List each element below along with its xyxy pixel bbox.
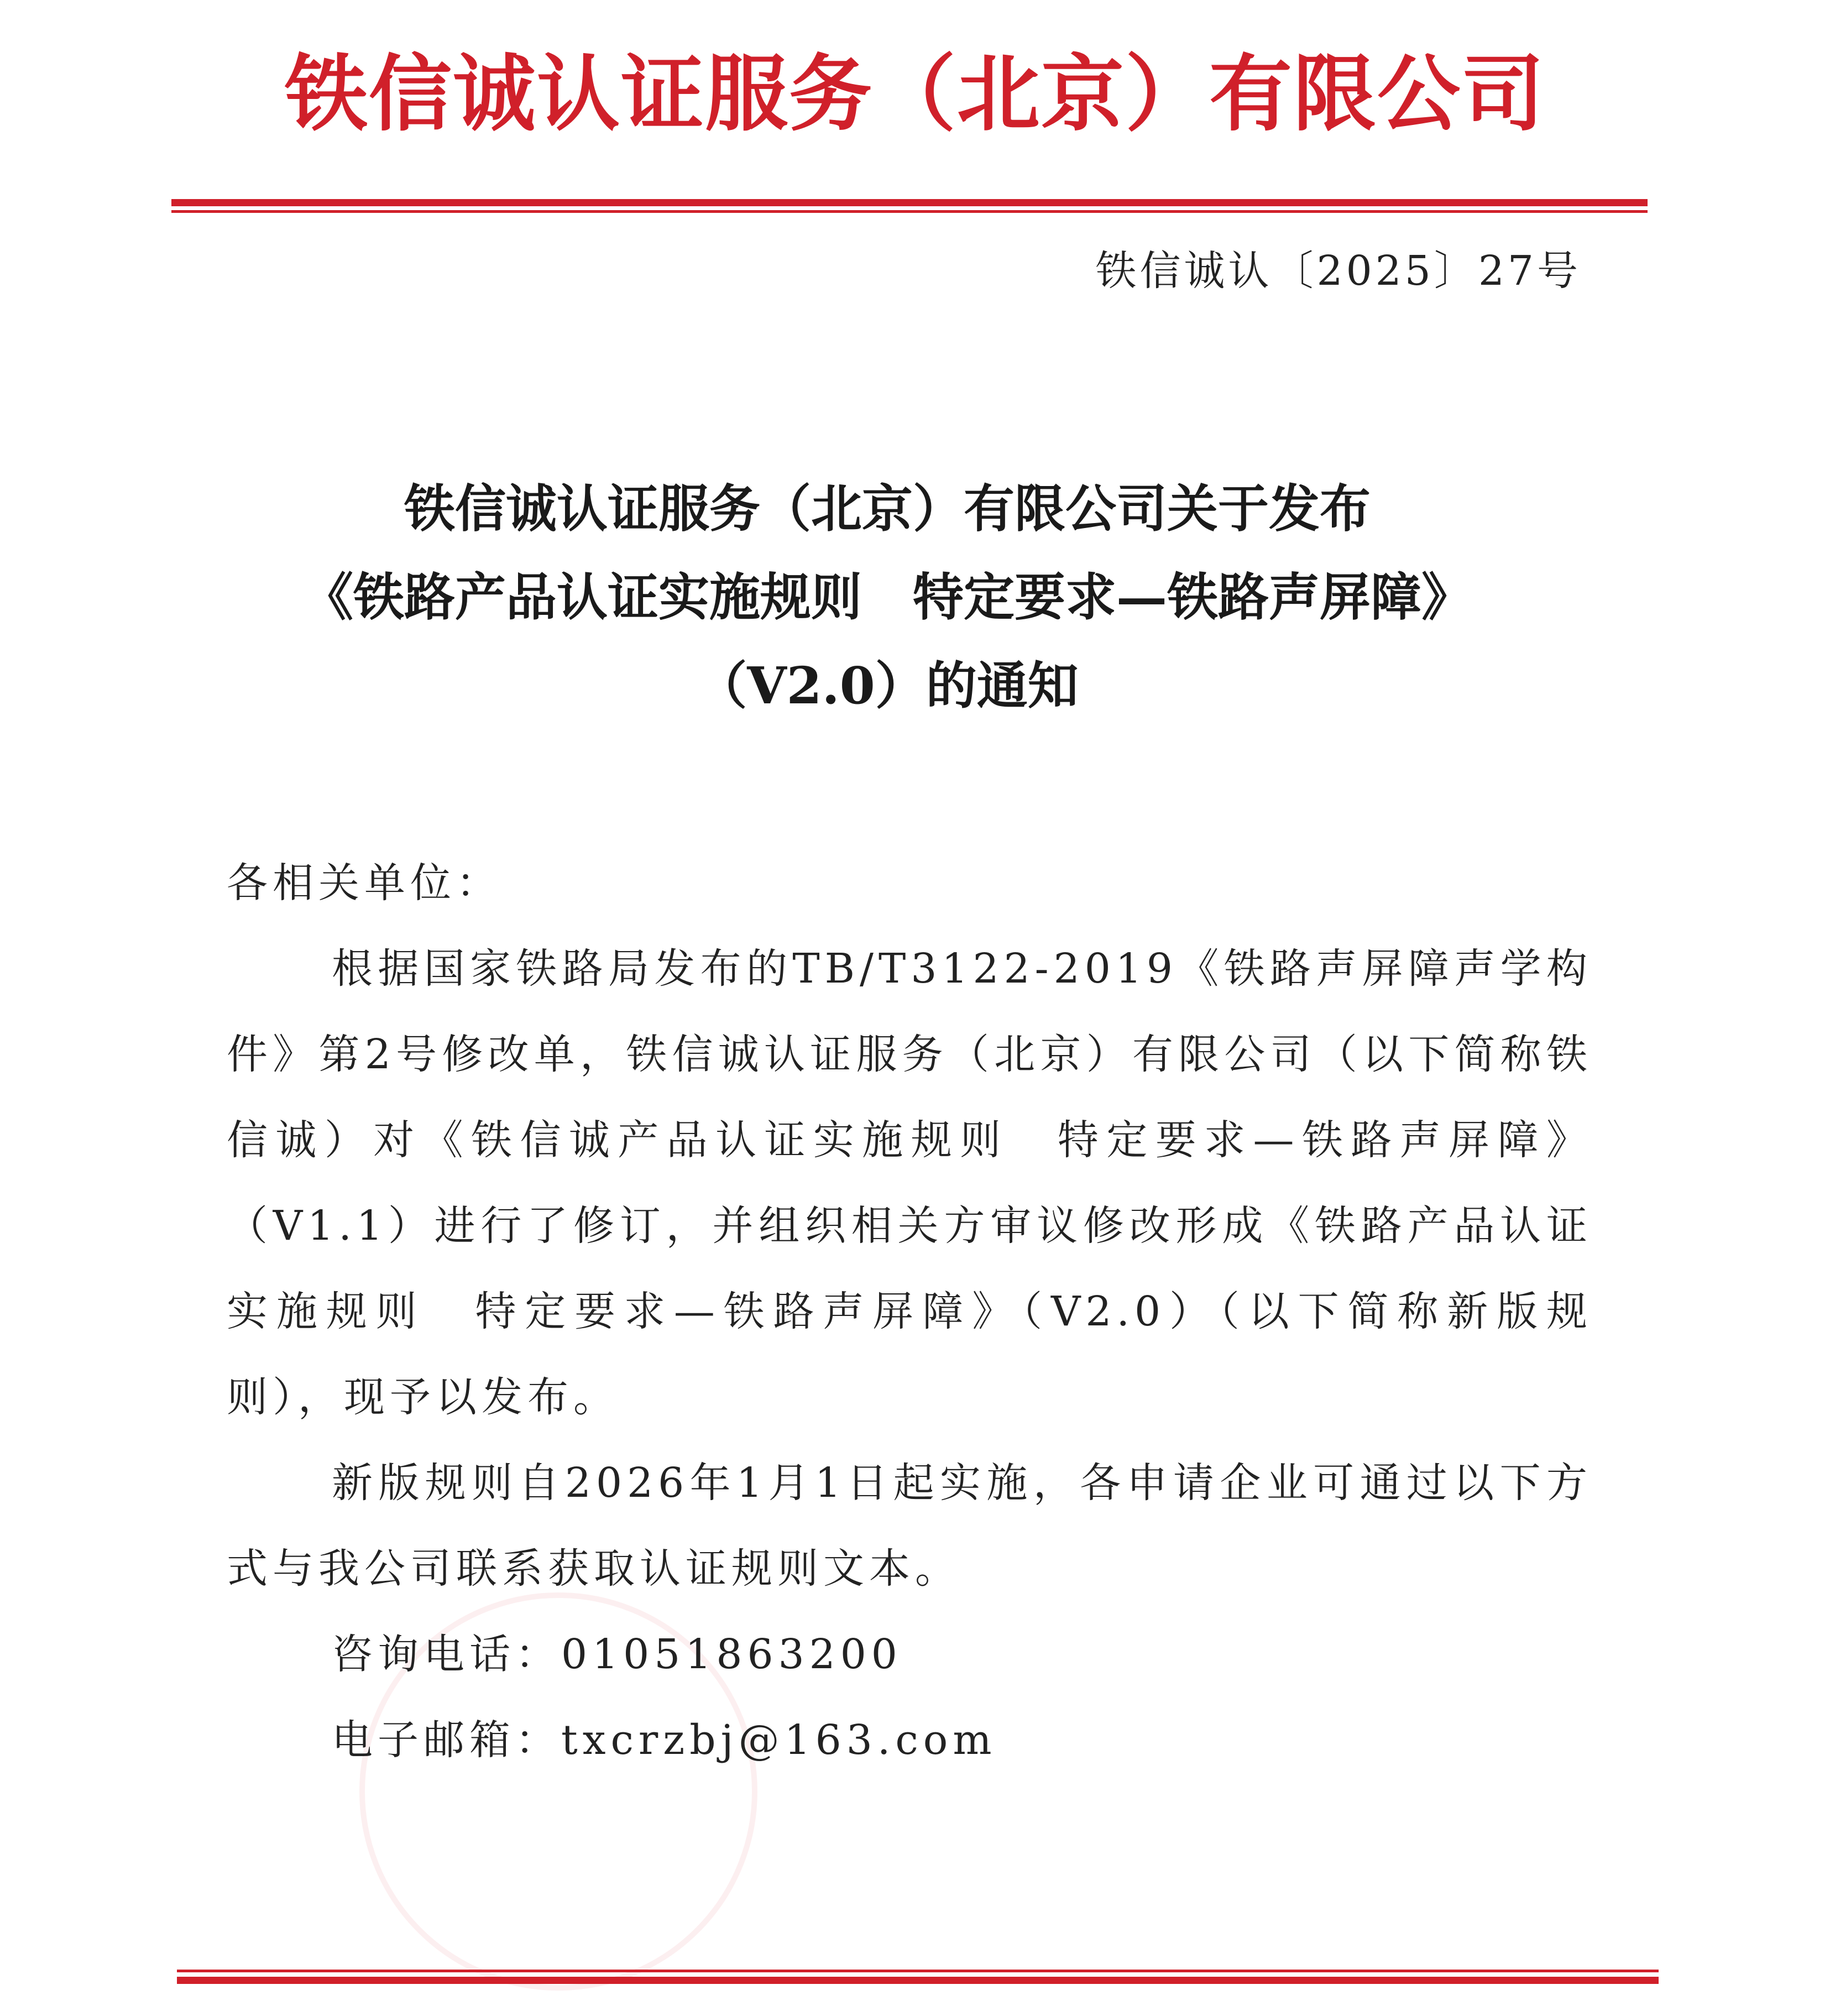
- letterhead-company-name: 铁信诚认证服务（北京）有限公司: [284, 45, 1545, 143]
- notice-body: [227, 840, 1592, 1783]
- title-line-1: 铁信诚认证服务（北京）有限公司关于发布: [404, 479, 1371, 539]
- contact-phone: 咨询电话：01051863200: [332, 1631, 902, 1678]
- title-line-3: （V2.0）的通知: [696, 656, 1079, 715]
- title-line-2: 《铁路产品认证实施规则 特定要求—铁路声屏障》: [302, 567, 1472, 627]
- document-number: 铁信诚认〔2025〕27号: [1095, 247, 1581, 295]
- contact-email: 电子邮箱：txcrzbj@163.com: [332, 1716, 997, 1764]
- salutation: 各相关单位：: [227, 859, 502, 907]
- letterhead-divider-thick: [171, 199, 1648, 206]
- notice-title: [199, 464, 1576, 730]
- letterhead-divider-thin: [171, 210, 1648, 213]
- footer-divider-thin: [177, 1970, 1659, 1972]
- footer-divider-thick: [177, 1977, 1659, 1984]
- body-paragraph-2: 新版规则自2026年1月1日起实施，各申请企业可通过以下方式与我公司联系获取认证规则文本。: [227, 1459, 1592, 1592]
- body-paragraph-1: 根据国家铁路局发布的TB/T3122-2019《铁路声屏障声学构件》第2号修改单，铁信诚认证服务（北京）有限公司（以下简称铁信诚）对《铁信诚产品认证实施规则 特定要求—铁路声屏障》（V1.1）进行了修订，并组织相关方审议修改形成《铁路产品认证实施规则 特定要求—铁路声屏障》（V2.0）（以下简称新版规则），现予以发布。: [227, 945, 1592, 1421]
